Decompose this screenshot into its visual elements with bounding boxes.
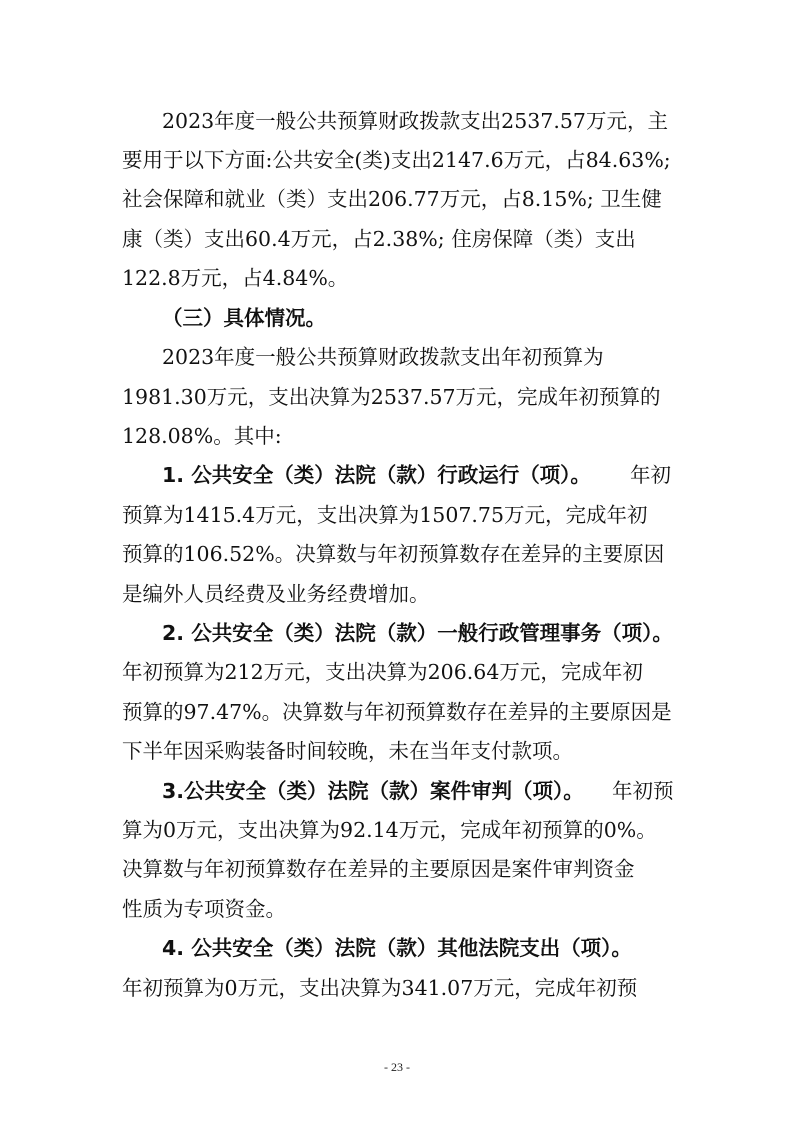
paragraph-line: 年初预算为212万元，支出决算为206.64万元，完成年初 <box>122 660 643 684</box>
paragraph-line: 2023年度一般公共预算财政拨款支出年初预算为 <box>162 345 604 369</box>
section-heading: （三）具体情况。 <box>162 306 326 330</box>
paragraph-line: 1981.30万元，支出决算为2537.57万元，完成年初预算的 <box>122 385 661 409</box>
item-4-heading: 4. 公共安全（类）法院（款）其他法院支出（项）。 <box>162 936 632 960</box>
paragraph-line: 决算数与年初预算数存在差异的主要原因是案件审判资金 <box>122 857 635 881</box>
paragraph-line: 康（类）支出60.4万元，占2.38%; 住房保障（类）支出 <box>122 227 636 251</box>
paragraph-line: 社会保障和就业（类）支出206.77万元，占8.15%; 卫生健 <box>122 187 662 211</box>
paragraph-line: 预算的97.47%。决算数与年初预算数存在差异的主要原因是 <box>122 700 672 724</box>
paragraph-line: 是编外人员经费及业务经费增加。 <box>122 582 430 606</box>
paragraph-line: 年初预算为0万元，支出决算为341.07万元，完成年初预 <box>122 976 638 1000</box>
paragraph-line: 性质为专项资金。 <box>122 897 286 921</box>
page-number: - 23 - <box>384 1060 410 1074</box>
paragraph-line: 122.8万元，占4.84%。 <box>122 266 349 290</box>
paragraph-line: 算为0万元，支出决算为92.14万元，完成年初预算的0%。 <box>122 818 657 842</box>
paragraph-line: 预算为1415.4万元，支出决算为1507.75万元，完成年初 <box>122 503 648 527</box>
paragraph-line: 2023年度一般公共预算财政拨款支出2537.57万元，主 <box>162 109 668 133</box>
paragraph-line: 年初预 <box>612 779 674 803</box>
paragraph-line: 要用于以下方面:公共安全(类)支出2147.6万元，占84.63%; <box>122 148 671 172</box>
paragraph-line: 年初 <box>630 463 671 487</box>
item-2-heading: 2. 公共安全（类）法院（款）一般行政管理事务（项）。 <box>162 621 673 645</box>
item-1-heading: 1. 公共安全（类）法院（款）行政运行（项）。 <box>162 463 591 487</box>
item-3-heading: 3.公共安全（类）法院（款）案件审判（项）。 <box>162 779 584 803</box>
paragraph-line: 下半年因采购装备时间较晚，未在当年支付款项。 <box>122 739 573 763</box>
paragraph-line: 128.08%。其中: <box>122 424 282 448</box>
paragraph-line: 预算的106.52%。决算数与年初预算数存在差异的主要原因 <box>122 542 665 566</box>
